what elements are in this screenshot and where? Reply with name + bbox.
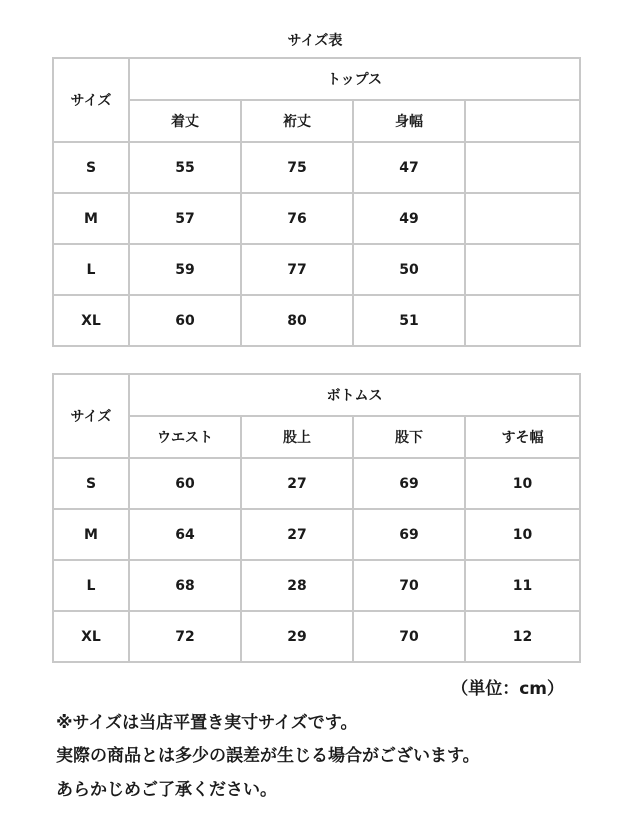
bottoms-size-table [52, 373, 581, 663]
size-header-cell: サイズ [53, 58, 129, 142]
column-header: 着丈 [129, 100, 241, 142]
value-cell [465, 244, 580, 295]
value-cell: 10 [465, 509, 580, 560]
column-header [465, 100, 580, 142]
size-label: XL [53, 611, 129, 662]
value-cell: 60 [129, 458, 241, 509]
size-label: L [53, 560, 129, 611]
table-row [53, 295, 580, 346]
column-header: すそ幅 [465, 416, 580, 458]
note-line: あらかじめご了承ください。 [56, 780, 277, 800]
value-cell [465, 295, 580, 346]
value-cell: 12 [465, 611, 580, 662]
unit-label: （単位：cm） [451, 679, 564, 699]
value-cell: 50 [353, 244, 465, 295]
column-header: 股上 [241, 416, 353, 458]
tops-group-header: トップス [129, 58, 580, 100]
value-cell [465, 142, 580, 193]
tops-size-table [52, 57, 581, 347]
table-row [53, 611, 580, 662]
value-cell: 69 [353, 458, 465, 509]
value-cell: 60 [129, 295, 241, 346]
size-label: M [53, 509, 129, 560]
value-cell [465, 193, 580, 244]
size-label: XL [53, 295, 129, 346]
value-cell: 76 [241, 193, 353, 244]
value-cell: 75 [241, 142, 353, 193]
value-cell: 27 [241, 509, 353, 560]
note-line: ※サイズは当店平置き実寸サイズです。 [56, 713, 358, 733]
value-cell: 72 [129, 611, 241, 662]
value-cell: 70 [353, 560, 465, 611]
size-label: L [53, 244, 129, 295]
value-cell: 69 [353, 509, 465, 560]
value-cell: 49 [353, 193, 465, 244]
value-cell: 55 [129, 142, 241, 193]
table-row [53, 193, 580, 244]
value-cell: 57 [129, 193, 241, 244]
value-cell: 27 [241, 458, 353, 509]
column-header: 身幅 [353, 100, 465, 142]
note-line: 実際の商品とは多少の誤差が生じる場合がございます。 [56, 746, 480, 766]
value-cell: 51 [353, 295, 465, 346]
size-header-cell: サイズ [53, 374, 129, 458]
column-header: 股下 [353, 416, 465, 458]
value-cell: 64 [129, 509, 241, 560]
size-label: M [53, 193, 129, 244]
value-cell: 70 [353, 611, 465, 662]
column-header: 裄丈 [241, 100, 353, 142]
value-cell: 68 [129, 560, 241, 611]
size-label: S [53, 458, 129, 509]
value-cell: 29 [241, 611, 353, 662]
table-row [53, 509, 580, 560]
table-row [53, 560, 580, 611]
value-cell: 80 [241, 295, 353, 346]
size-chart-title: サイズ表 [287, 33, 343, 49]
bottoms-group-header: ボトムス [129, 374, 580, 416]
value-cell: 59 [129, 244, 241, 295]
column-header: ウエスト [129, 416, 241, 458]
value-cell: 10 [465, 458, 580, 509]
value-cell: 11 [465, 560, 580, 611]
value-cell: 28 [241, 560, 353, 611]
size-label: S [53, 142, 129, 193]
table-row [53, 142, 580, 193]
value-cell: 47 [353, 142, 465, 193]
table-row [53, 458, 580, 509]
table-row [53, 244, 580, 295]
value-cell: 77 [241, 244, 353, 295]
